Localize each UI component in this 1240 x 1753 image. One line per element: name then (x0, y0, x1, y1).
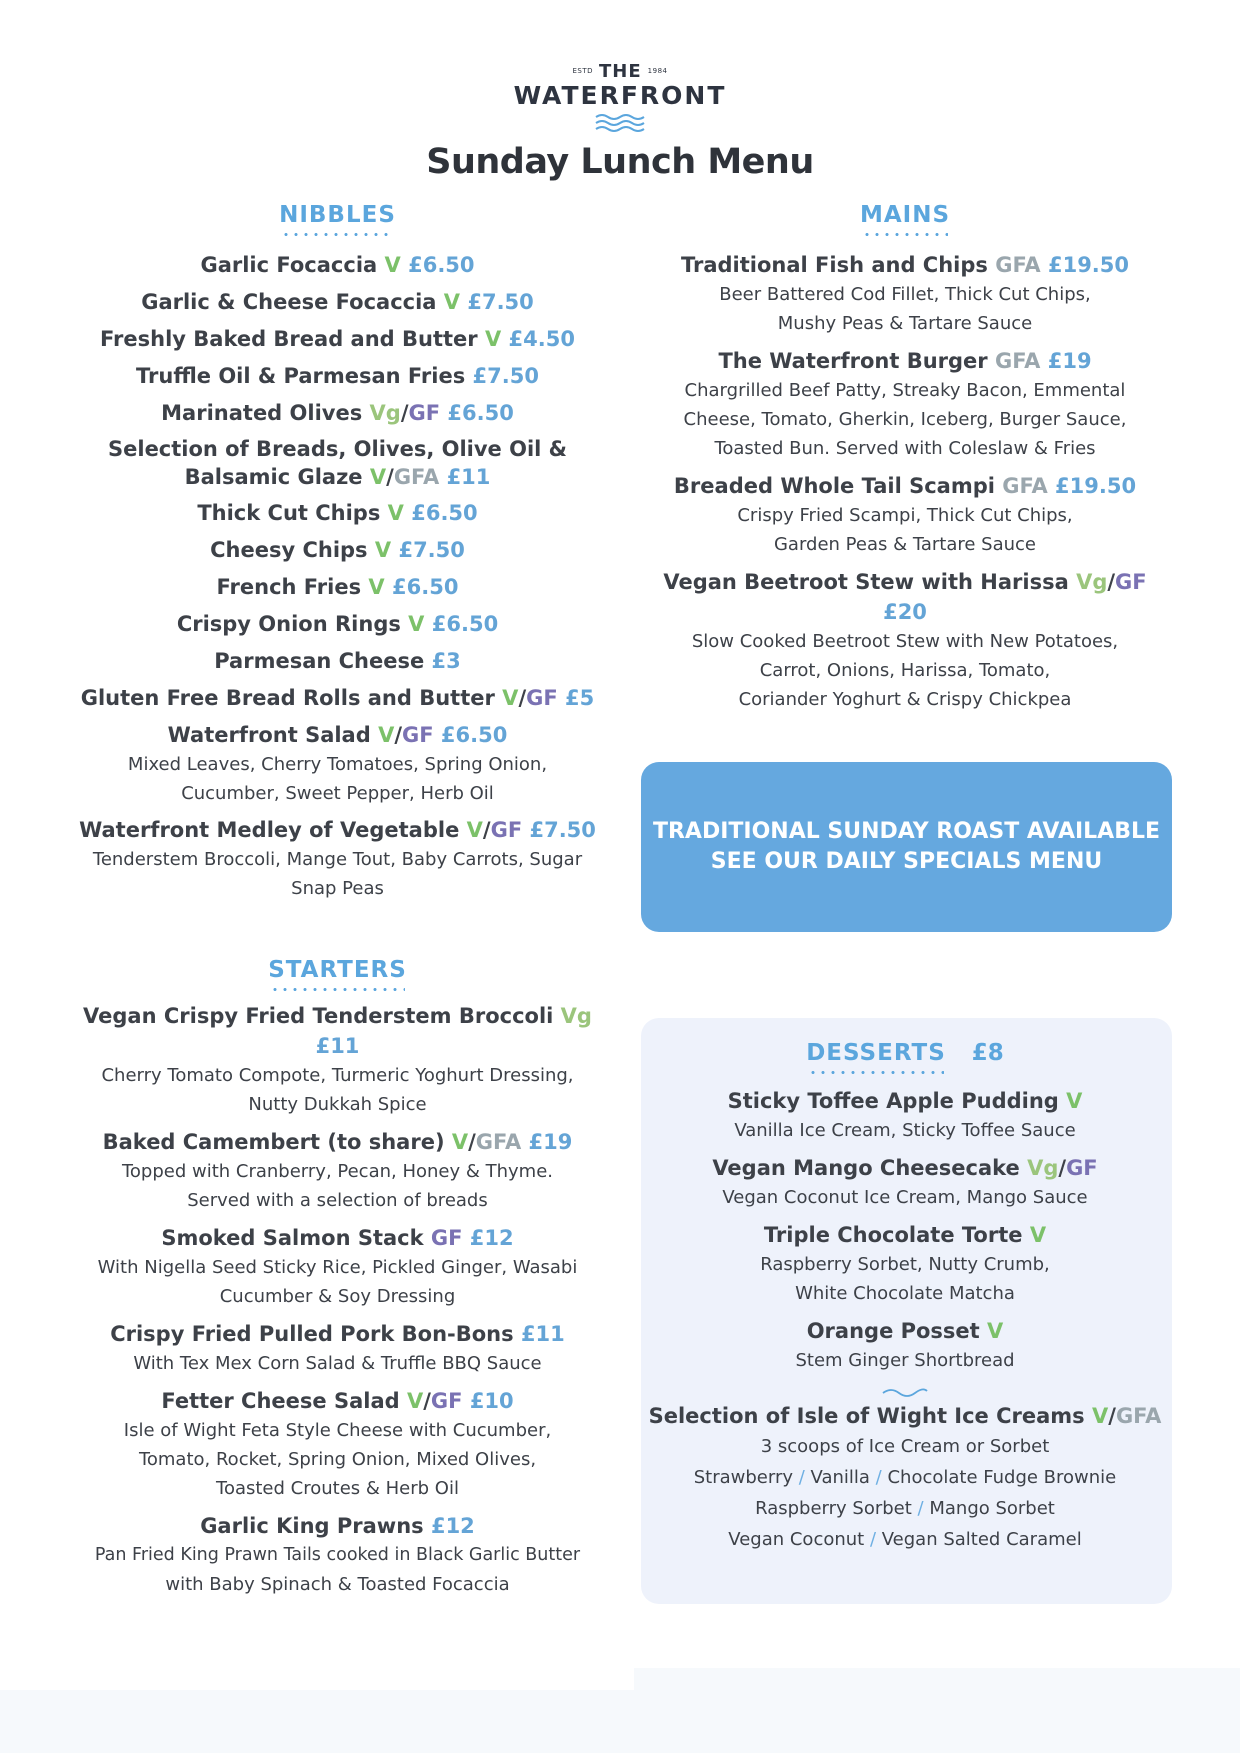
nibbles-section (60, 202, 615, 910)
flavour-separator: / (869, 1529, 882, 1550)
item-name: Thick Cut Chips (197, 501, 381, 525)
menu-item (60, 815, 615, 903)
menu-item (640, 1153, 1170, 1212)
item-description: Cucumber, Sweet Pepper, Herb Oil (181, 783, 494, 804)
diet-separator: / (518, 686, 527, 710)
menu-item (640, 346, 1170, 463)
diet-tag: V (1092, 1404, 1109, 1428)
diet-tag: GF (430, 1226, 463, 1250)
item-name: Waterfront Salad (167, 723, 371, 747)
item-name: Garlic King Prawns (200, 1514, 424, 1538)
item-description: Topped with Cranberry, Pecan, Honey & Thyme. (121, 1161, 554, 1182)
waves-icon (500, 112, 740, 138)
item-price: £7.50 (467, 290, 534, 314)
item-price: £11 (446, 465, 491, 489)
diet-tag: GFA (994, 349, 1041, 373)
menu-item (60, 646, 615, 676)
diet-tag: V (406, 1389, 424, 1413)
diet-tag: Vg (560, 1004, 592, 1028)
diet-tag: V (466, 818, 483, 842)
item-price: £20 (883, 600, 927, 624)
item-name: Cheesy Chips (210, 538, 368, 562)
logo-the: THE (599, 60, 642, 82)
diet-tag: Vg (1076, 570, 1108, 594)
flavour: Vanilla (810, 1467, 870, 1488)
diet-tag: GF (402, 723, 434, 747)
nibbles-heading-text: NIBBLES (279, 202, 396, 236)
item-name: Selection of Breads, Olives, Olive Oil & (108, 437, 567, 461)
diet-tag: GF (408, 401, 441, 425)
footer-band-step (634, 1668, 1240, 1698)
item-price: £10 (469, 1389, 514, 1413)
item-description: 3 scoops of Ice Cream or Sorbet (760, 1436, 1050, 1457)
flavour: Mango Sorbet (929, 1498, 1055, 1519)
menu-item (60, 1511, 615, 1599)
item-name: Selection of Isle of Wight Ice Creams (648, 1404, 1085, 1428)
diet-separator: / (1107, 570, 1116, 594)
item-name: Orange Posset (806, 1319, 980, 1343)
item-description: Toasted Croutes & Herb Oil (216, 1478, 459, 1499)
item-description: With Tex Mex Corn Salad & Truffle BBQ Sauce (133, 1353, 542, 1374)
item-name-cont: Balsamic Glaze (184, 465, 363, 489)
item-name: Crispy Fried Pulled Pork Bon-Bons (110, 1322, 514, 1346)
item-description: Carrot, Onions, Harissa, Tomato, (759, 660, 1051, 681)
diet-separator: / (482, 818, 491, 842)
diet-tag: GF (430, 1389, 463, 1413)
diet-tag: GFA (995, 253, 1041, 277)
item-name: Truffle Oil & Parmesan Fries (136, 364, 466, 388)
item-description: Cheese, Tomato, Gherkin, Iceberg, Burger Sauce, (683, 409, 1127, 430)
item-price: £11 (315, 1034, 360, 1058)
flavour-separator: / (917, 1498, 930, 1519)
diet-tag: V (502, 686, 519, 710)
footer-band (0, 1690, 1240, 1753)
item-name: Vegan Beetroot Stew with Harissa (663, 570, 1069, 594)
item-name: Gluten Free Bread Rolls and Butter (80, 686, 495, 710)
flavour: Vegan Salted Caramel (881, 1529, 1082, 1550)
item-name: Waterfront Medley of Vegetable (79, 818, 460, 842)
item-description: Stem Ginger Shortbread (795, 1350, 1015, 1371)
diet-tag: V (987, 1319, 1004, 1343)
menu-item (60, 250, 615, 280)
item-description: Vanilla Ice Cream, Sticky Toffee Sauce (734, 1120, 1076, 1141)
diet-tag: V (368, 575, 385, 599)
logo-estd: ESTD (572, 67, 594, 75)
menu-item (60, 361, 615, 391)
diet-tag: GFA (1002, 474, 1048, 498)
item-name: Vegan Crispy Fried Tenderstem Broccoli (83, 1004, 554, 1028)
logo-top-line (500, 60, 740, 82)
mains-heading-text: MAINS (860, 202, 950, 236)
item-price: £19.50 (1055, 474, 1137, 498)
menu-item (640, 1086, 1170, 1145)
item-description: Beer Battered Cod Fillet, Thick Cut Chips, (719, 284, 1091, 305)
item-name: Garlic & Cheese Focaccia (141, 290, 437, 314)
menu-item (60, 1001, 615, 1119)
menu-item (60, 535, 615, 565)
menu-item (60, 1386, 615, 1503)
menu-item (60, 1319, 615, 1378)
sunday-roast-banner (641, 762, 1172, 932)
flavour-separator: / (875, 1467, 888, 1488)
menu-item (60, 720, 615, 808)
starters-section (60, 957, 615, 1607)
item-description: Chargrilled Beef Patty, Streaky Bacon, Emmental (684, 380, 1126, 401)
item-description: White Chocolate Matcha (795, 1283, 1015, 1304)
menu-item (60, 1127, 615, 1215)
diet-separator: / (386, 465, 394, 489)
diet-tag: V (387, 501, 404, 525)
menu-item (60, 1223, 615, 1311)
item-description: Mushy Peas & Tartare Sauce (777, 313, 1033, 334)
diet-tag: Vg (369, 401, 401, 425)
item-price: £3 (431, 649, 461, 673)
logo-name: WATERFRONT (513, 81, 727, 110)
nibbles-heading (60, 202, 615, 236)
item-description: Tenderstem Broccoli, Mange Tout, Baby Carrots, Sugar (92, 849, 583, 870)
flavour-separator: / (798, 1467, 811, 1488)
item-name: Traditional Fish and Chips (680, 253, 988, 277)
item-description: Garden Peas & Tartare Sauce (773, 534, 1037, 555)
item-price: £11 (520, 1322, 565, 1346)
flavours-row (640, 1524, 1170, 1555)
item-description: Cucumber & Soy Dressing (219, 1286, 456, 1307)
diet-tag: V (408, 612, 425, 636)
menu-item (60, 398, 615, 428)
menu-item (640, 250, 1170, 338)
menu-item (60, 498, 615, 528)
flavour: Vegan Coconut (728, 1529, 865, 1550)
item-description: Crispy Fried Scampi, Thick Cut Chips, (737, 505, 1073, 526)
diet-tag: GFA (393, 465, 440, 489)
item-name: Parmesan Cheese (214, 649, 425, 673)
item-price: £6.50 (447, 401, 514, 425)
diet-tag: GF (526, 686, 558, 710)
diet-tag: V (384, 253, 401, 277)
desserts-price: £8 (971, 1040, 1004, 1066)
item-description: with Baby Spinach & Toasted Focaccia (165, 1574, 510, 1595)
flavours-row (640, 1462, 1170, 1493)
diet-tag: V (1029, 1223, 1047, 1247)
item-description: Pan Fried King Prawn Tails cooked in Black Garlic Butter (94, 1545, 581, 1565)
menu-item (60, 435, 615, 491)
diet-separator: / (468, 1130, 476, 1154)
item-name: Marinated Olives (161, 401, 363, 425)
diet-tag: V (374, 538, 392, 562)
diet-tag: V (484, 327, 502, 351)
item-description: Snap Peas (291, 878, 384, 899)
item-name: Garlic Focaccia (200, 253, 378, 277)
diet-separator: / (423, 1389, 431, 1413)
menu-item (60, 572, 615, 602)
menu-item (60, 324, 615, 354)
diet-tag: GF (490, 818, 523, 842)
starters-heading-text: STARTERS (268, 957, 407, 991)
item-description: Tomato, Rocket, Spring Onion, Mixed Olives, (138, 1449, 537, 1470)
item-price: £6.50 (408, 253, 475, 277)
item-price: £19.50 (1047, 253, 1130, 277)
item-name: Crispy Onion Rings (176, 612, 401, 636)
item-name: French Fries (216, 575, 362, 599)
menu-item (60, 609, 615, 639)
menu-item (640, 471, 1170, 559)
diet-tag: V (1066, 1089, 1083, 1113)
roast-line-1: TRADITIONAL SUNDAY ROAST AVAILABLE (652, 819, 1161, 844)
desserts-section (640, 1040, 1170, 1563)
diet-separator: / (394, 723, 403, 747)
item-description: Isle of Wight Feta Style Cheese with Cucumber, (123, 1420, 552, 1441)
item-description: Mixed Leaves, Cherry Tomatoes, Spring Onion, (127, 754, 548, 775)
item-description: Cherry Tomato Compote, Turmeric Yoghurt Dressing, (101, 1065, 574, 1086)
menu-item (60, 683, 615, 713)
waterfront-logo (500, 60, 740, 138)
item-price: £6.50 (440, 723, 508, 747)
item-description: Vegan Coconut Ice Cream, Mango Sauce (722, 1187, 1088, 1208)
ice-cream-item (640, 1401, 1170, 1555)
item-price: £6.50 (411, 501, 478, 525)
flavour: Chocolate Fudge Brownie (887, 1467, 1117, 1488)
item-price: £6.50 (431, 612, 499, 636)
starters-heading (60, 957, 615, 991)
mains-section (640, 202, 1170, 722)
diet-separator: / (1058, 1156, 1067, 1180)
logo-year: 1984 (647, 67, 668, 75)
item-description: Served with a selection of breads (187, 1190, 488, 1211)
wave-divider-icon (640, 1383, 1170, 1401)
item-description: With Nigella Seed Sticky Rice, Pickled Ginger, Wasabi (97, 1257, 578, 1278)
item-price: £6.50 (392, 575, 459, 599)
item-price: £19 (528, 1130, 573, 1154)
diet-separator: / (400, 401, 409, 425)
diet-separator: / (1108, 1404, 1116, 1428)
menu-item (640, 567, 1170, 714)
item-name: Baked Camembert (to share) (102, 1130, 445, 1154)
diet-tag: Vg (1027, 1156, 1059, 1180)
menu-item (60, 287, 615, 317)
item-price: £4.50 (508, 327, 575, 351)
item-name: Sticky Toffee Apple Pudding (727, 1089, 1059, 1113)
diet-tag: V (369, 465, 387, 489)
diet-tag: GFA (1115, 1404, 1162, 1428)
menu-item (640, 1316, 1170, 1375)
diet-tag: V (378, 723, 395, 747)
diet-tag: V (451, 1130, 469, 1154)
item-name: Fetter Cheese Salad (161, 1389, 400, 1413)
item-name: Smoked Salmon Stack (161, 1226, 424, 1250)
menu-item (640, 1220, 1170, 1308)
item-price: £12 (469, 1226, 514, 1250)
diet-tag: V (443, 290, 461, 314)
item-name: Breaded Whole Tail Scampi (673, 474, 995, 498)
item-name: The Waterfront Burger (718, 349, 988, 373)
item-description: Toasted Bun. Served with Coleslaw & Fries (714, 438, 1096, 459)
mains-heading (640, 202, 1170, 236)
item-price: £19 (1047, 349, 1092, 373)
item-name: Vegan Mango Cheesecake (712, 1156, 1020, 1180)
diet-tag: GFA (475, 1130, 522, 1154)
item-description: Slow Cooked Beetroot Stew with New Potatoes, (691, 631, 1119, 652)
item-price: £12 (430, 1514, 475, 1538)
menu-title: Sunday Lunch Menu (426, 142, 814, 182)
item-price: £7.50 (529, 818, 596, 842)
item-price: £7.50 (398, 538, 465, 562)
diet-tag: GF (1115, 570, 1147, 594)
item-price: £7.50 (472, 364, 539, 388)
flavours-row (640, 1493, 1170, 1524)
item-description: Raspberry Sorbet, Nutty Crumb, (760, 1254, 1050, 1275)
flavour: Strawberry (693, 1467, 794, 1488)
item-name: Triple Chocolate Torte (763, 1223, 1023, 1247)
item-name: Freshly Baked Bread and Butter (100, 327, 478, 351)
flavour: Raspberry Sorbet (755, 1498, 912, 1519)
desserts-heading (640, 1040, 1170, 1074)
item-description: Nutty Dukkah Spice (248, 1094, 427, 1115)
item-description: Coriander Yoghurt & Crispy Chickpea (738, 689, 1072, 710)
diet-tag: GF (1066, 1156, 1098, 1180)
item-price: £5 (565, 686, 595, 710)
desserts-heading-text: DESSERTS (806, 1040, 946, 1074)
roast-line-2: SEE OUR DAILY SPECIALS MENU (710, 849, 1103, 874)
